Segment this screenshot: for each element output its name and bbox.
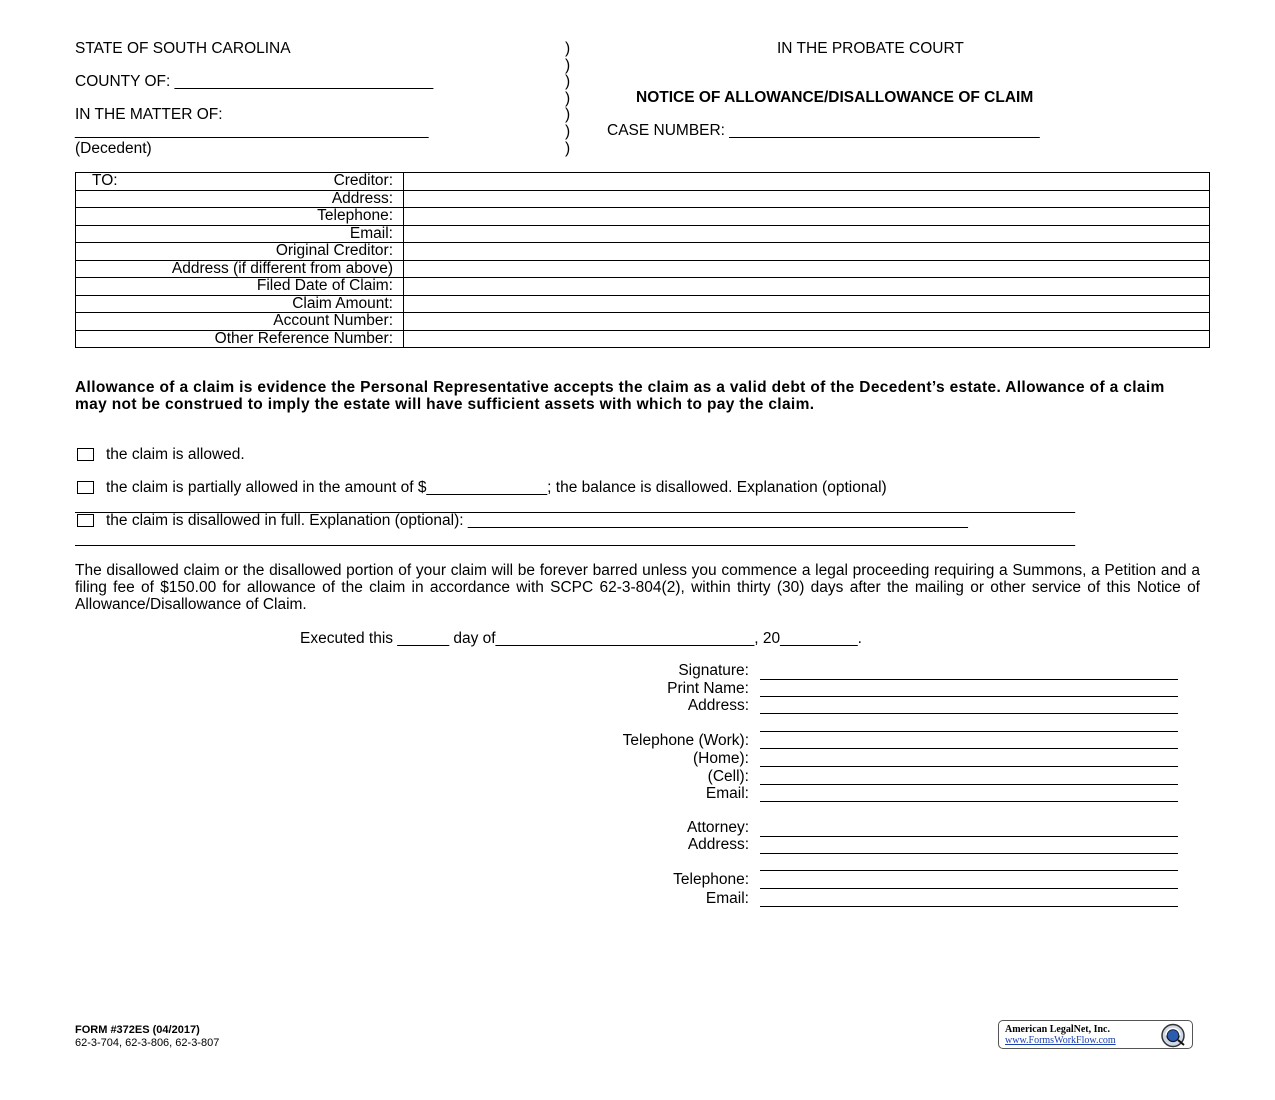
attorney-label: Attorney:: [686, 819, 749, 836]
address-input[interactable]: [404, 190, 1210, 208]
allowance-statement: Allowance of a claim is evidence the Personal Representative accepts the claim as a valid debt of the Decedent’s estate. Allowance of a claim may not be construed to imply the estate will have sufficient assets with which to pay the claim.: [75, 379, 1165, 413]
telephone-input[interactable]: [404, 208, 1210, 226]
telephone-home-line[interactable]: [760, 766, 1178, 767]
footer: [75, 1024, 219, 1050]
logo-url[interactable]: www.FormsWorkFlow.com: [1005, 1035, 1116, 1046]
creditor-input[interactable]: [404, 173, 1210, 191]
telephone-cell-label: (Cell):: [707, 768, 749, 785]
telephone-home-label: (Home):: [693, 750, 749, 767]
paren: ): [565, 106, 571, 123]
attorney-telephone-line[interactable]: [760, 888, 1178, 889]
partial-label: the claim is partially allowed in the amount of $______________; the balance is disallowed. Explanation (optional): [106, 479, 887, 496]
decedent-label: (Decedent): [75, 140, 152, 157]
table-row: [76, 208, 1210, 226]
original-creditor-input[interactable]: [404, 243, 1210, 261]
address-line-2[interactable]: [760, 731, 1178, 732]
paren: ): [565, 140, 571, 157]
table-row: [76, 190, 1210, 208]
attorney-address-line[interactable]: [760, 853, 1178, 854]
table-row: [76, 243, 1210, 261]
table-row: [76, 225, 1210, 243]
table-row: [76, 260, 1210, 278]
table-row: [76, 278, 1210, 296]
paren: ): [565, 57, 571, 74]
row-label: Other Reference Number:: [76, 330, 404, 348]
attorney-email-line[interactable]: [760, 906, 1178, 907]
court-label: IN THE PROBATE COURT: [777, 40, 964, 57]
row-label: Creditor:: [333, 172, 393, 189]
paren: ): [565, 123, 571, 140]
filed-date-input[interactable]: [404, 278, 1210, 296]
state-label: STATE OF SOUTH CAROLINA: [75, 40, 291, 57]
telephone-cell-line[interactable]: [760, 784, 1178, 785]
print-name-line[interactable]: [760, 696, 1178, 697]
address-line[interactable]: [760, 713, 1178, 714]
form-number: FORM #372ES (04/2017): [75, 1024, 200, 1036]
form-title: NOTICE OF ALLOWANCE/DISALLOWANCE OF CLAIM: [636, 89, 1034, 106]
creditor-table: [75, 172, 1210, 348]
logo-name: American LegalNet, Inc.: [1005, 1024, 1110, 1035]
attorney-address-label: Address:: [687, 836, 749, 853]
statute-references: 62-3-704, 62-3-806, 62-3-807: [75, 1037, 220, 1049]
partial-explanation-field[interactable]: ____________________________________________________________________________________________________________________: [75, 497, 1075, 514]
reference-number-input[interactable]: [404, 330, 1210, 348]
signature-line[interactable]: [760, 679, 1178, 680]
row-label: Telephone:: [76, 208, 404, 226]
attorney-telephone-label: Telephone:: [673, 871, 749, 888]
row-label: Filed Date of Claim:: [76, 278, 404, 296]
account-number-input[interactable]: [404, 313, 1210, 331]
allowed-checkbox[interactable]: [77, 448, 94, 461]
address-label: Address:: [687, 697, 749, 714]
executed-line[interactable]: Executed this ______ day of______________________________, 20_________.: [300, 630, 862, 647]
telephone-work-label: Telephone (Work):: [622, 732, 749, 749]
to-label: TO:: [92, 172, 118, 189]
row-label: Address (if different from above): [76, 260, 404, 278]
telephone-work-line[interactable]: [760, 748, 1178, 749]
paren: ): [565, 90, 571, 107]
case-number-field[interactable]: CASE NUMBER: ____________________________________: [607, 122, 1040, 139]
row-label: Claim Amount:: [76, 295, 404, 313]
attorney-line[interactable]: [760, 836, 1178, 837]
matter-name-field[interactable]: _________________________________________: [75, 122, 429, 139]
notice-paragraph: The disallowed claim or the disallowed portion of your claim will be forever barred unless you commence a legal proceeding requiring a Summons, a Petition and a filing fee of $150.00 for allowance of the claim in accordance with SCPC 62-3-804(2), within thirty (30) days after the mailing or other service of this Notice of Allowance/Disallowance of Claim.: [75, 562, 1200, 613]
attorney-address-line-2[interactable]: [760, 870, 1178, 871]
globe-icon: [1156, 1022, 1190, 1049]
paren: ): [565, 73, 571, 90]
table-row: [76, 330, 1210, 348]
email-input[interactable]: [404, 225, 1210, 243]
table-row: [76, 173, 1210, 191]
partial-checkbox[interactable]: [77, 481, 94, 494]
row-label: Email:: [76, 225, 404, 243]
print-name-label: Print Name:: [667, 680, 749, 697]
disallowed-checkbox[interactable]: [77, 514, 94, 527]
allowed-label: the claim is allowed.: [106, 446, 245, 463]
county-field[interactable]: COUNTY OF: ______________________________: [75, 73, 434, 90]
table-row: [76, 313, 1210, 331]
row-label: Address:: [76, 190, 404, 208]
row-label: Original Creditor:: [76, 243, 404, 261]
disallowed-label: the claim is disallowed in full. Explanation (optional): __________________________________________________________: [106, 512, 968, 529]
row-label: Account Number:: [76, 313, 404, 331]
attorney-email-label: Email:: [705, 890, 749, 907]
american-legalnet-logo[interactable]: [998, 1020, 1193, 1049]
claim-amount-input[interactable]: [404, 295, 1210, 313]
signature-label: Signature:: [678, 662, 749, 679]
paren: ): [565, 40, 571, 57]
table-row: [76, 295, 1210, 313]
alt-address-input[interactable]: [404, 260, 1210, 278]
email-label: Email:: [705, 785, 749, 802]
disallowed-explanation-field[interactable]: ____________________________________________________________________________________________________________________: [75, 530, 1075, 547]
matter-label: IN THE MATTER OF:: [75, 106, 223, 123]
email-line[interactable]: [760, 801, 1178, 802]
